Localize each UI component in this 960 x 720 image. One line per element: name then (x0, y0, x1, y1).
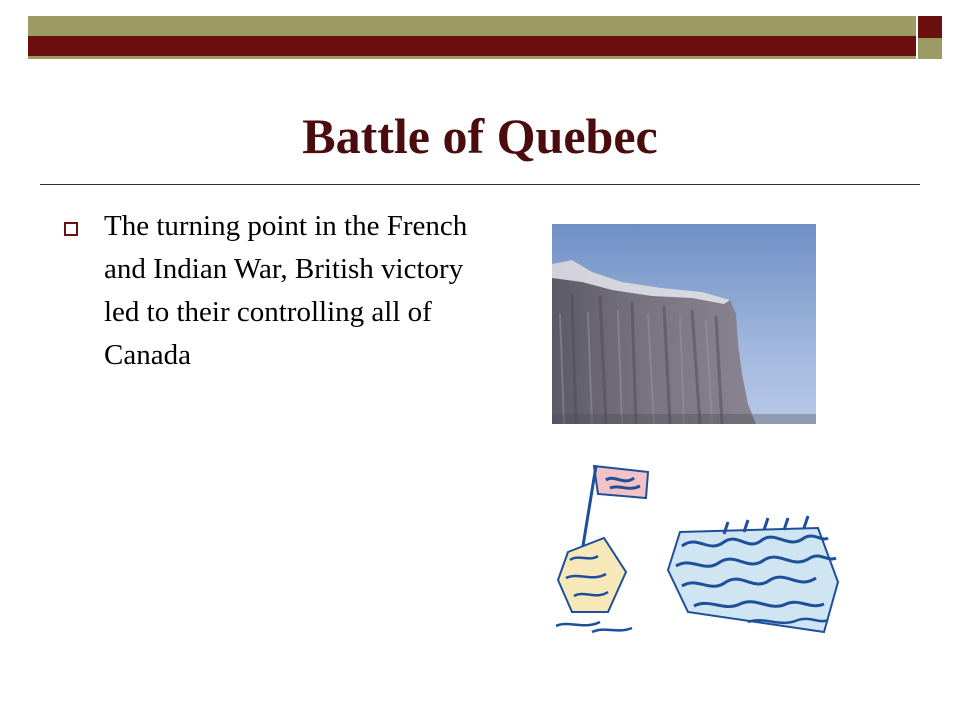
header-square-olive (918, 38, 942, 59)
soldiers-with-flag-clipart (548, 462, 848, 642)
square-bullet-icon (64, 222, 78, 236)
header-square-maroon (918, 16, 942, 38)
header-bar-olive-thin (28, 56, 916, 59)
header-bar-olive (28, 16, 916, 36)
bullet-text: The turning point in the French and Indian War, British victory led to their controlling all of Canada (104, 210, 468, 371)
cliff-photo (552, 224, 816, 424)
header-bar-maroon (28, 36, 916, 56)
slide-title: Battle of Quebec (302, 108, 658, 164)
title-divider (40, 184, 920, 185)
